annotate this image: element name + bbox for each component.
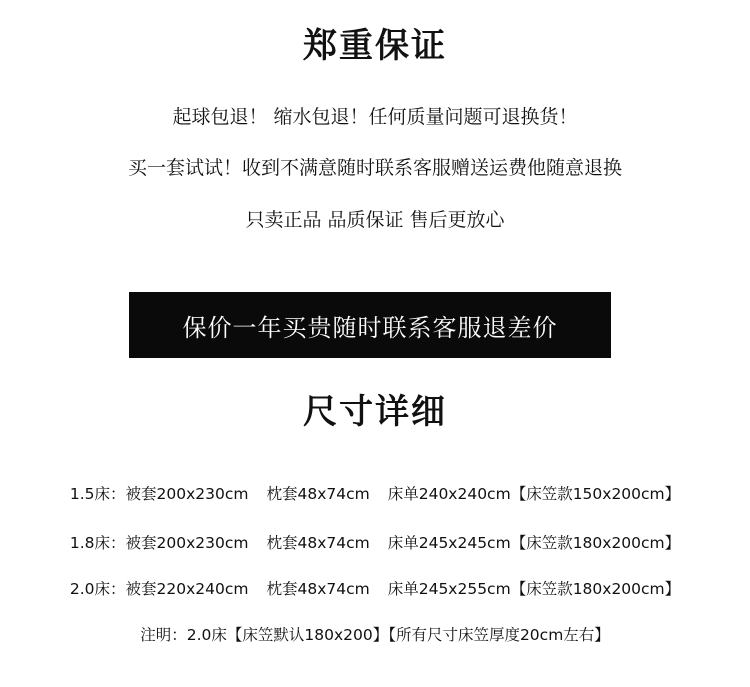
duvet-size: 被套200x230cm xyxy=(125,485,249,503)
fitted-size: 【床笠款180x200cm】 xyxy=(510,534,681,552)
guarantee-line-authentic: 只卖正品 品质保证 售后更放心 xyxy=(245,209,505,231)
bed-size-label: 1.8床： xyxy=(69,534,126,552)
fitted-size: 【床笠款180x200cm】 xyxy=(510,580,681,598)
bed-size-label: 2.0床： xyxy=(69,580,126,598)
bed-size-label: 1.5床： xyxy=(69,485,126,503)
size-row xyxy=(0,578,750,600)
duvet-size: 被套200x230cm xyxy=(125,534,249,552)
pillow-size: 枕套48x74cm xyxy=(266,580,370,598)
sheet-size: 床单245x245cm xyxy=(387,534,511,552)
guarantee-line-trial: 买一套试试！收到不满意随时联系客服赠送运费他随意退换 xyxy=(127,157,622,179)
sheet-size: 床单245x255cm xyxy=(387,580,511,598)
guarantee-line-return-policy: 起球包退！ 缩水包退！任何质量问题可退换货！ xyxy=(172,106,578,128)
pillow-size: 枕套48x74cm xyxy=(266,534,370,552)
duvet-size: 被套220x240cm xyxy=(125,580,249,598)
price-protection-banner xyxy=(129,292,611,358)
size-row xyxy=(0,532,750,554)
sheet-size: 床单240x240cm xyxy=(387,485,511,503)
guarantee-title: 郑重保证 xyxy=(303,26,447,66)
price-protection-text: 保价一年买贵随时联系客服退差价 xyxy=(182,313,558,342)
size-title: 尺寸详细 xyxy=(303,392,447,432)
fitted-size: 【床笠款150x200cm】 xyxy=(510,485,681,503)
size-row xyxy=(0,483,750,505)
pillow-size: 枕套48x74cm xyxy=(266,485,370,503)
size-note: 注明：2.0床【床笠默认180x200】【所有尺寸床笠厚度20cm左右】 xyxy=(140,626,610,644)
